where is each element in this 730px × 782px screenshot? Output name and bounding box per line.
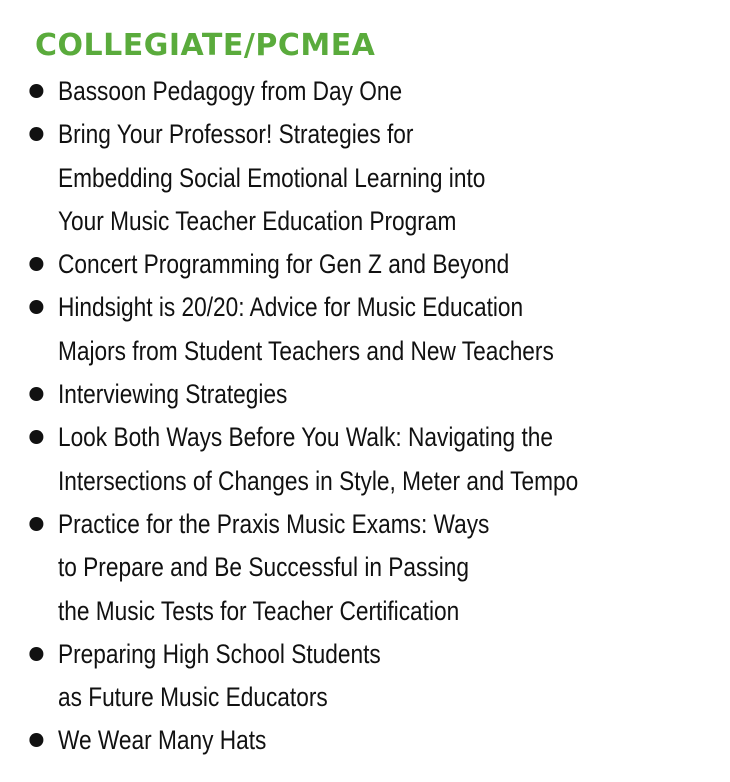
session-list-item — [0, 719, 730, 762]
session-title-line: Bassoon Pedagogy from Day One — [57, 76, 403, 106]
bullet-icon — [29, 647, 43, 661]
session-title-line: Interviewing Strategies — [57, 379, 288, 410]
session-title-line: Look Both Ways Before You Walk: Navigating the — [57, 422, 554, 453]
session-title-line: to Prepare and Be Successful in Passing — [57, 552, 469, 583]
session-list — [0, 70, 730, 763]
session-title-line: the Music Tests for Teacher Certification — [57, 595, 460, 626]
bullet-icon — [29, 387, 43, 401]
bullet-icon — [29, 84, 43, 98]
bullet-icon — [29, 430, 43, 444]
bullet-icon — [29, 517, 43, 531]
session-title-line: Hindsight is 20/20: Advice for Music Education — [57, 292, 524, 323]
session-list-item — [0, 373, 730, 416]
bullet-icon — [29, 127, 43, 141]
session-list-item — [0, 243, 730, 286]
session-title-line: Preparing High School Students — [57, 638, 381, 669]
session-list-item — [0, 633, 730, 720]
session-title-line: Majors from Student Teachers and New Teachers — [57, 335, 554, 366]
bullet-icon — [29, 257, 43, 271]
section-heading: COLLEGIATE/PCMEA — [35, 28, 376, 63]
session-title-line: Embedding Social Emotional Learning into — [57, 162, 486, 193]
session-list-item — [0, 113, 730, 243]
bullet-icon — [29, 733, 43, 747]
session-title-line: Practice for the Praxis Music Exams: Ways — [57, 508, 490, 539]
session-list-item — [0, 416, 730, 503]
session-title-line: We Wear Many Hats — [57, 725, 267, 756]
session-title-line: Concert Programming for Gen Z and Beyond — [57, 249, 510, 280]
session-title-line: as Future Music Educators — [57, 682, 328, 713]
bullet-icon — [29, 300, 43, 314]
session-title-line: Bring Your Professor! Strategies for — [57, 119, 414, 150]
session-title-line: Your Music Teacher Education Program — [57, 205, 457, 236]
session-list-item — [0, 286, 730, 373]
session-list-item — [0, 503, 730, 633]
session-list-item — [0, 70, 730, 113]
session-title-line: Intersections of Changes in Style, Meter and Tempo — [57, 465, 579, 496]
